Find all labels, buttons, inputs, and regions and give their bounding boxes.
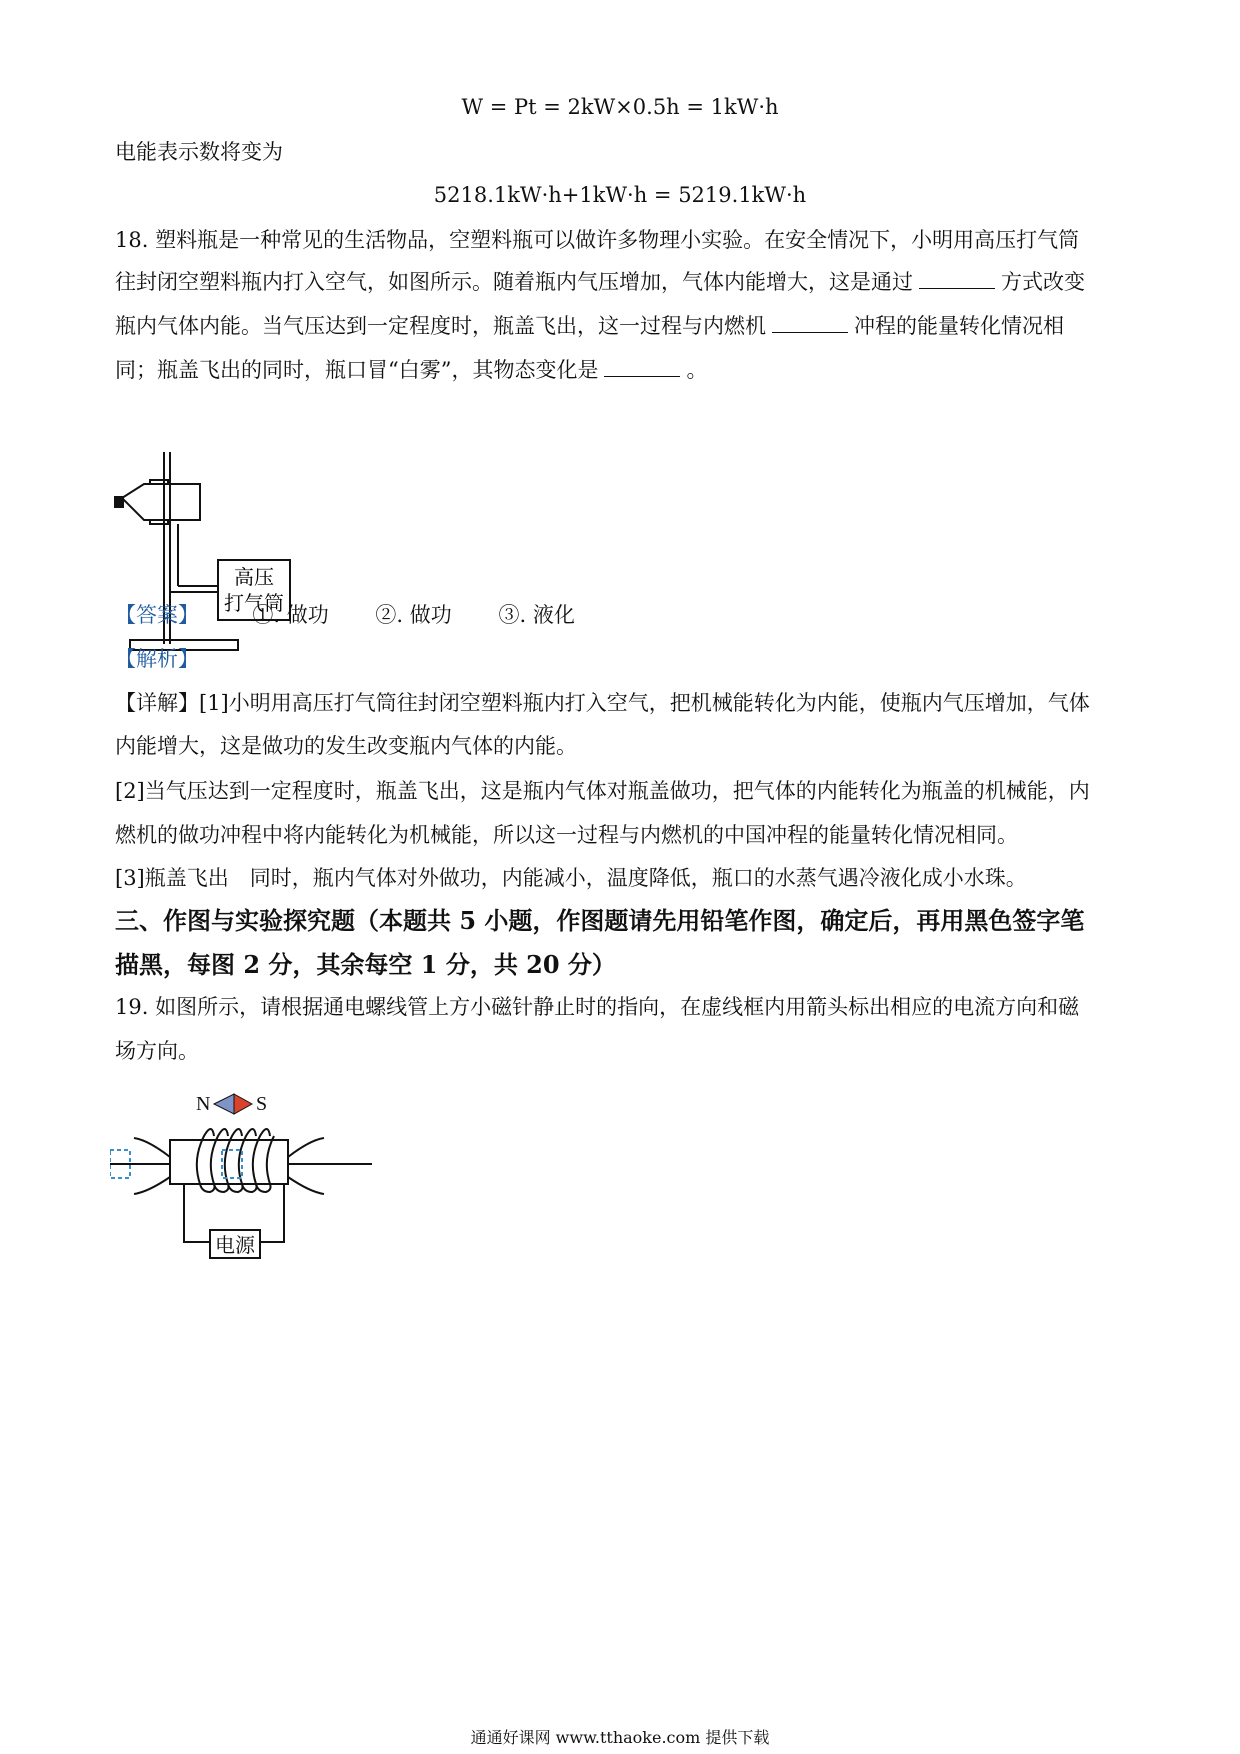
q19-line-1: 19. 如图所示，请根据通电螺线管上方小磁针静止时的指向，在虚线框内用箭头标出相应的电流方向和磁: [115, 995, 1080, 1019]
q19-line-2: 场方向。: [115, 1039, 199, 1063]
page-footer: 通通好课网 www.tthaoke.com 提供下载: [470, 1728, 770, 1747]
q18-line-2-text: 往封闭空塑料瓶内打入空气，如图所示。随着瓶内气压增加，气体内能增大，这是通过: [115, 270, 913, 294]
analysis-label: 【解析】: [115, 647, 199, 671]
pump-label-pump: 打气筒: [224, 591, 284, 615]
q18-line-4-tail: 。: [686, 358, 708, 382]
answer-blank-3: [604, 356, 680, 377]
detail-line-4: 燃机的做功冲程中将内能转化为机械能，所以这一过程与内燃机的中国冲程的能量转化情况相同。: [115, 823, 1018, 847]
q18-line-4: [115, 355, 1125, 385]
pole-s-label: S: [256, 1093, 268, 1115]
pole-n-label: N: [196, 1093, 211, 1115]
detail-line-2: 内能增大，这是做功的发生改变瓶内气体的内能。: [115, 734, 577, 758]
answer-2: ②. 做功: [375, 603, 452, 627]
q18-line-4-text: 同；瓶盖飞出的同时，瓶口冒“白雾”，其物态变化是: [115, 358, 599, 382]
q18-line-3: [115, 311, 1125, 341]
answer-blank-2: [772, 312, 848, 333]
detail-line-5: [3]瓶盖飞出 同时，瓶内气体对外做功，内能减小，温度降低，瓶口的水蒸气遇冷液化成小水珠。: [115, 866, 1027, 890]
q18-line-2: [115, 267, 1125, 297]
analysis-tag: [115, 644, 1125, 674]
q18-line-2-tail: 方式改变: [1001, 270, 1085, 294]
solenoid-diagram: [110, 1080, 430, 1270]
meter-intro: 电能表示数将变为: [115, 140, 283, 164]
pump-label-high-pressure: 高压: [234, 565, 274, 589]
meter-result: 5218.1kW·h+1kW·h = 5219.1kW·h: [433, 183, 807, 207]
answer-1: ①. 做功: [252, 603, 329, 627]
section-3-title-1: 三、作图与实验探究题（本题共 5 小题，作图题请先用铅笔作图，确定后，再用黑色签字笔: [115, 906, 1085, 935]
needle-n-half: [214, 1094, 234, 1114]
q18-line-3-text: 瓶内气体内能。当气压达到一定程度时，瓶盖飞出，这一过程与内燃机: [115, 314, 766, 338]
q18-line-1: 18. 塑料瓶是一种常见的生活物品，空塑料瓶可以做许多物理小实验。在安全情况下，小明用高压打气筒: [115, 228, 1080, 252]
answer-tag: 【答案】: [115, 603, 199, 627]
section-3-title-2: 描黑，每图 2 分，其余每空 1 分，共 20 分）: [115, 950, 616, 979]
answer-line: [115, 600, 1125, 630]
needle-s-half: [234, 1094, 252, 1114]
answer-3: ③. 液化: [498, 603, 575, 627]
detail-line-1: 【详解】[1]小明用高压打气筒往封闭空塑料瓶内打入空气，把机械能转化为内能，使瓶内气压增加，气体: [115, 691, 1090, 715]
power-supply-label: 电源: [215, 1233, 255, 1257]
work-formula: W = Pt = 2kW×0.5h = 1kW·h: [461, 95, 779, 119]
answer-blank-1: [919, 268, 995, 289]
q18-line-3-tail: 冲程的能量转化情况相: [854, 314, 1064, 338]
detail-line-3: [2]当气压达到一定程度时，瓶盖飞出，这是瓶内气体对瓶盖做功，把气体的内能转化为瓶盖的机械能，内: [115, 779, 1090, 803]
